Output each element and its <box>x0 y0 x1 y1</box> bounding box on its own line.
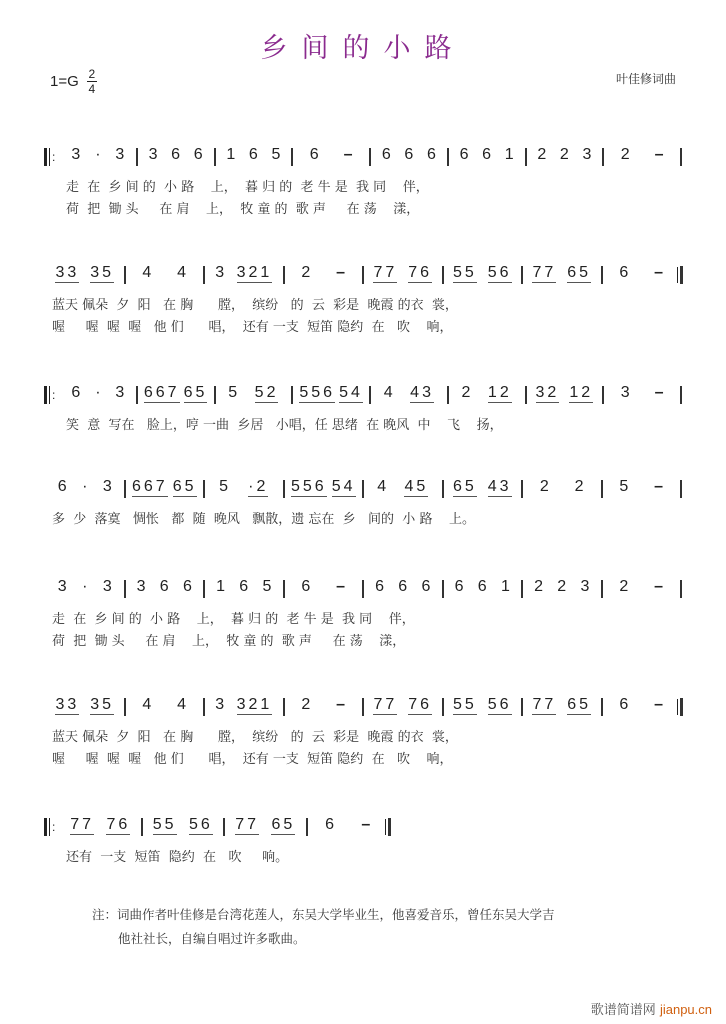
lyrics-line: 走 在 乡 间 的 小 路 上， 暮 归 的 老 牛 是 我 同 伴， <box>52 612 415 627</box>
notes-row <box>44 690 686 726</box>
measure <box>142 384 210 403</box>
note-group: 54 <box>339 384 363 401</box>
measure <box>289 264 359 282</box>
note-group: 2 <box>301 696 311 713</box>
note-group: 6 <box>619 264 629 281</box>
note-group: 65 <box>567 264 592 281</box>
measure <box>50 696 120 715</box>
barline <box>447 386 449 404</box>
measure <box>297 384 365 403</box>
note-group: 3 <box>115 146 125 163</box>
lyrics-line: 荷 把 锄 头 在 肩 上， 牧 童 的 歌 声 在 荡 漾， <box>52 634 406 649</box>
measure <box>607 478 677 496</box>
measure <box>209 578 279 596</box>
score-system <box>44 810 686 868</box>
barline <box>447 148 449 166</box>
note-group: 55 <box>152 816 177 833</box>
measure <box>147 816 220 835</box>
note-group: 6 <box>375 578 385 595</box>
barline <box>291 148 293 166</box>
note-group: 2 <box>539 478 549 495</box>
note-group: 65 <box>172 478 197 495</box>
barline <box>283 480 285 498</box>
measure <box>64 384 132 402</box>
barline <box>203 266 205 284</box>
barline <box>601 480 603 498</box>
note-group: 4 <box>177 696 187 713</box>
note-group: 3 <box>148 146 158 163</box>
lyrics-line: 蓝天 佩朵 夕 阳 在 胸 膛， 缤纷 的 云 彩是 晚霞 的衣 裳， <box>52 298 458 313</box>
repeat-start-sign: : <box>44 148 55 166</box>
note-group: 12 <box>569 384 594 401</box>
measure <box>368 696 438 715</box>
note-group: 54 <box>331 478 356 495</box>
note-group: 6 <box>171 146 181 163</box>
note-group: 1 <box>500 578 510 595</box>
note-group: 65 <box>567 696 592 713</box>
barline <box>136 148 138 166</box>
note-group: 2 <box>461 384 471 401</box>
measure <box>448 264 518 283</box>
lyrics-line: 多 少 落寞 惆怅 都 随 晚风 飘散，遗 忘在 乡 间的 小 路 上。 <box>52 512 475 527</box>
note-group: 3 <box>215 264 225 281</box>
measure <box>209 478 279 497</box>
note-group: 5 <box>262 578 272 595</box>
note-group: 77 <box>373 696 398 713</box>
note-group: 321 <box>236 264 273 281</box>
repeat-start-sign: : <box>44 818 55 836</box>
note-group: 77 <box>235 816 260 833</box>
note-group: 56 <box>188 816 213 833</box>
measure <box>607 696 677 714</box>
measure <box>608 146 676 164</box>
lyrics-line: 还有 一支 短笛 隐约 在 吹 响。 <box>66 850 289 865</box>
measure <box>130 578 200 596</box>
notes-row <box>44 140 686 176</box>
barline <box>283 266 285 284</box>
note-group: 35 <box>90 264 115 281</box>
measure <box>448 578 518 596</box>
barline <box>442 580 444 598</box>
note-group: 77 <box>532 264 557 281</box>
credits: 叶佳修词曲 <box>615 72 676 86</box>
note-group: 5 <box>619 478 629 495</box>
measure <box>368 478 438 497</box>
note-group: 3 <box>115 384 125 401</box>
barline <box>680 480 682 498</box>
note-group: 3 <box>215 696 225 713</box>
note-group: 6 <box>426 146 436 163</box>
note-group: 6 <box>454 578 464 595</box>
note-group: 2 <box>574 478 584 495</box>
key-signature: 1=G <box>50 73 79 90</box>
note-group: 667 <box>132 478 168 495</box>
note-group: 1 <box>216 578 226 595</box>
note-group: 6 <box>57 478 67 495</box>
barline <box>306 818 308 836</box>
measure <box>527 696 597 715</box>
barline <box>124 698 126 716</box>
note-group: 45 <box>404 478 429 495</box>
footnote <box>92 903 555 951</box>
note-group: 4 <box>383 384 393 401</box>
measure <box>453 146 521 164</box>
barline <box>203 480 205 498</box>
measure <box>229 816 302 835</box>
notes-row <box>44 472 686 508</box>
note-group: 6 <box>459 146 469 163</box>
notes-row <box>44 258 686 294</box>
repeat-start-sign: : <box>44 386 55 404</box>
note-group: 32 <box>535 384 560 401</box>
barline <box>124 480 126 498</box>
note-group: 6 <box>248 146 258 163</box>
lyrics-line: 荷 把 锄 头 在 肩 上， 牧 童 的 歌 声 在 荡 漾， <box>66 202 420 217</box>
note-group: 35 <box>90 696 115 713</box>
measure <box>608 384 676 402</box>
lyrics-line: 蓝天 佩朵 夕 阳 在 胸 膛， 缤纷 的 云 彩是 晚霞 的衣 裳， <box>52 730 458 745</box>
barline <box>525 386 527 404</box>
note-group: 2 <box>619 578 629 595</box>
note-group: 6 <box>301 578 311 595</box>
barline <box>680 580 682 598</box>
note-group: 321 <box>236 696 273 713</box>
note-group: 6 <box>381 146 391 163</box>
note-group: 4 <box>142 264 152 281</box>
barline <box>601 698 603 716</box>
note-group: 1 <box>226 146 236 163</box>
note-group: 5 <box>271 146 281 163</box>
note-group: 76 <box>106 816 131 833</box>
sustain-dash: – <box>336 264 346 281</box>
note-group: 3 <box>582 146 592 163</box>
barline <box>442 266 444 284</box>
note-group: 6 <box>309 146 319 163</box>
note-group: 1 <box>504 146 514 163</box>
measure <box>375 146 443 164</box>
sustain-dash: – <box>336 696 346 713</box>
sustain-dash: – <box>654 578 664 595</box>
measure <box>368 578 438 596</box>
barline <box>369 148 371 166</box>
barline <box>680 148 682 166</box>
note-group: 55 <box>452 696 477 713</box>
note-group: 556 <box>291 478 327 495</box>
measure <box>448 696 518 715</box>
measure <box>448 478 518 497</box>
note-group: 55 <box>452 264 477 281</box>
measure <box>368 264 438 283</box>
lyrics-line: 走 在 乡 间 的 小 路 上， 暮 归 的 老 牛 是 我 同 伴， <box>66 180 429 195</box>
measure <box>312 816 385 834</box>
measure <box>531 384 599 403</box>
measure <box>289 696 359 714</box>
note-group: 3 <box>136 578 146 595</box>
note-group: 33 <box>55 696 80 713</box>
barline <box>283 698 285 716</box>
note-group: 4 <box>177 264 187 281</box>
measure <box>527 578 597 596</box>
measure <box>607 578 677 596</box>
sustain-dash: – <box>654 264 664 281</box>
note-group: 77 <box>532 696 557 713</box>
score-system <box>44 690 686 770</box>
note-group: 6 <box>398 578 408 595</box>
note-group: 76 <box>408 264 433 281</box>
note-group: 6 <box>182 578 192 595</box>
note-group: 6 <box>404 146 414 163</box>
barline <box>442 480 444 498</box>
measure <box>130 478 200 497</box>
key-time-signature <box>50 68 97 95</box>
measure <box>375 384 443 403</box>
barline <box>602 386 604 404</box>
lyrics-line: 笑 意 写在 脸上，哼 一曲 乡居 小唱，任 思绪 在 晚风 中 飞 扬， <box>66 418 503 433</box>
barline <box>680 386 682 404</box>
note-group: 6 <box>71 384 81 401</box>
note-group: 5 <box>219 478 228 495</box>
measure <box>50 578 120 596</box>
sustain-dash: – <box>654 384 664 401</box>
note-group: 3 <box>102 478 112 495</box>
barline <box>214 386 216 404</box>
note-group: 6 <box>477 578 487 595</box>
sustain-dash: – <box>654 696 664 713</box>
note-group: 76 <box>408 696 433 713</box>
note-group: 65 <box>271 816 296 833</box>
note-group: 2 <box>557 578 567 595</box>
note-group: 2 <box>534 578 544 595</box>
song-title: 乡间的小路 <box>260 33 466 64</box>
note-group: 43 <box>487 478 512 495</box>
note-group: 56 <box>487 264 512 281</box>
barline <box>521 580 523 598</box>
sustain-dash: – <box>654 478 664 495</box>
sustain-dash: – <box>336 578 346 595</box>
barline <box>521 698 523 716</box>
note-group: 3 <box>102 578 112 595</box>
barline <box>124 580 126 598</box>
note-group: 2 <box>537 146 547 163</box>
lyrics-line: 喔 喔 喔 喔 他 们 唱， 还有 一支 短笛 隐约 在 吹 响， <box>52 320 453 335</box>
note-group: 6 <box>482 146 492 163</box>
barline <box>362 480 364 498</box>
time-signature: $\frac{2}{4}$ <box>88 67 96 96</box>
measure <box>209 696 279 715</box>
barline <box>601 580 603 598</box>
note-group: · <box>95 384 101 401</box>
note-group: · <box>82 478 88 495</box>
note-group: ·2 <box>248 478 269 495</box>
measure <box>527 478 597 496</box>
note-group: 556 <box>299 384 336 401</box>
barline <box>141 818 143 836</box>
note-group: 52 <box>254 384 279 401</box>
measure <box>607 264 677 282</box>
measure <box>142 146 210 164</box>
barline <box>362 698 364 716</box>
note-group: 3 <box>57 578 67 595</box>
sustain-dash: – <box>361 816 371 833</box>
barline <box>525 148 527 166</box>
note-group: 12 <box>487 384 512 401</box>
note-group: 2 <box>301 264 311 281</box>
footnote-line-1: 词曲作者叶佳修是台湾花莲人，东吴大学毕业生，他喜爱音乐，曾任东吴大学吉 <box>117 907 555 922</box>
note-group: 2 <box>620 146 630 163</box>
barline <box>283 580 285 598</box>
score-system <box>44 572 686 652</box>
measure <box>130 696 200 714</box>
notes-row <box>44 810 686 846</box>
measure <box>64 146 132 164</box>
barline <box>223 818 225 836</box>
measure <box>289 478 359 497</box>
sustain-dash: – <box>654 146 664 163</box>
repeat-end-sign <box>388 818 391 836</box>
note-group: 6 <box>325 816 335 833</box>
measure <box>527 264 597 283</box>
measure <box>50 478 120 496</box>
barline <box>362 580 364 598</box>
note-group: 3 <box>580 578 590 595</box>
note-group: 6 <box>619 696 629 713</box>
barline <box>136 386 138 404</box>
barline <box>442 698 444 716</box>
note-group: 3 <box>620 384 630 401</box>
score-system <box>44 258 686 338</box>
measure <box>297 146 365 164</box>
note-group: · <box>82 578 88 595</box>
barline <box>521 266 523 284</box>
barline <box>291 386 293 404</box>
measure <box>289 578 359 596</box>
note-group: 43 <box>410 384 434 401</box>
barline <box>124 266 126 284</box>
note-group: 4 <box>377 478 387 495</box>
measure <box>220 384 288 403</box>
barline <box>602 148 604 166</box>
note-group: 6 <box>193 146 203 163</box>
sustain-dash: – <box>343 146 353 163</box>
barline <box>362 266 364 284</box>
score-system <box>44 140 686 220</box>
barline <box>203 580 205 598</box>
note-group: 77 <box>373 264 398 281</box>
barline <box>601 266 603 284</box>
note-group: · <box>95 146 101 163</box>
measure <box>64 816 137 835</box>
lyrics-line: 喔 喔 喔 喔 他 们 唱， 还有 一支 短笛 隐约 在 吹 响， <box>52 752 453 767</box>
note-group: 65 <box>452 478 477 495</box>
note-group: 2 <box>559 146 569 163</box>
barline <box>214 148 216 166</box>
measure <box>130 264 200 282</box>
note-group: 3 <box>71 146 81 163</box>
repeat-end-sign <box>680 266 683 284</box>
note-group: 6 <box>159 578 169 595</box>
note-group: 667 <box>143 384 180 401</box>
measure <box>209 264 279 283</box>
note-group: 5 <box>228 384 238 401</box>
score-system <box>44 378 686 436</box>
note-group: 77 <box>70 816 95 833</box>
note-group: 56 <box>487 696 512 713</box>
notes-row <box>44 572 686 608</box>
measure <box>220 146 288 164</box>
measure <box>453 384 521 403</box>
notes-row <box>44 378 686 414</box>
measure <box>50 264 120 283</box>
note-group: 4 <box>142 696 152 713</box>
note-group: 33 <box>55 264 80 281</box>
score-system <box>44 472 686 530</box>
watermark: 歌谱简谱网 jianpu.cn <box>590 1002 712 1018</box>
note-group: 65 <box>183 384 208 401</box>
barline <box>521 480 523 498</box>
barline <box>203 698 205 716</box>
barline <box>369 386 371 404</box>
footnote-line-2: 他社社长，自编自唱过许多歌曲。 <box>118 931 306 946</box>
note-group: 6 <box>239 578 249 595</box>
footnote-label: 注： <box>92 907 118 922</box>
measure <box>531 146 599 164</box>
repeat-end-sign <box>680 698 683 716</box>
note-group: 6 <box>421 578 431 595</box>
